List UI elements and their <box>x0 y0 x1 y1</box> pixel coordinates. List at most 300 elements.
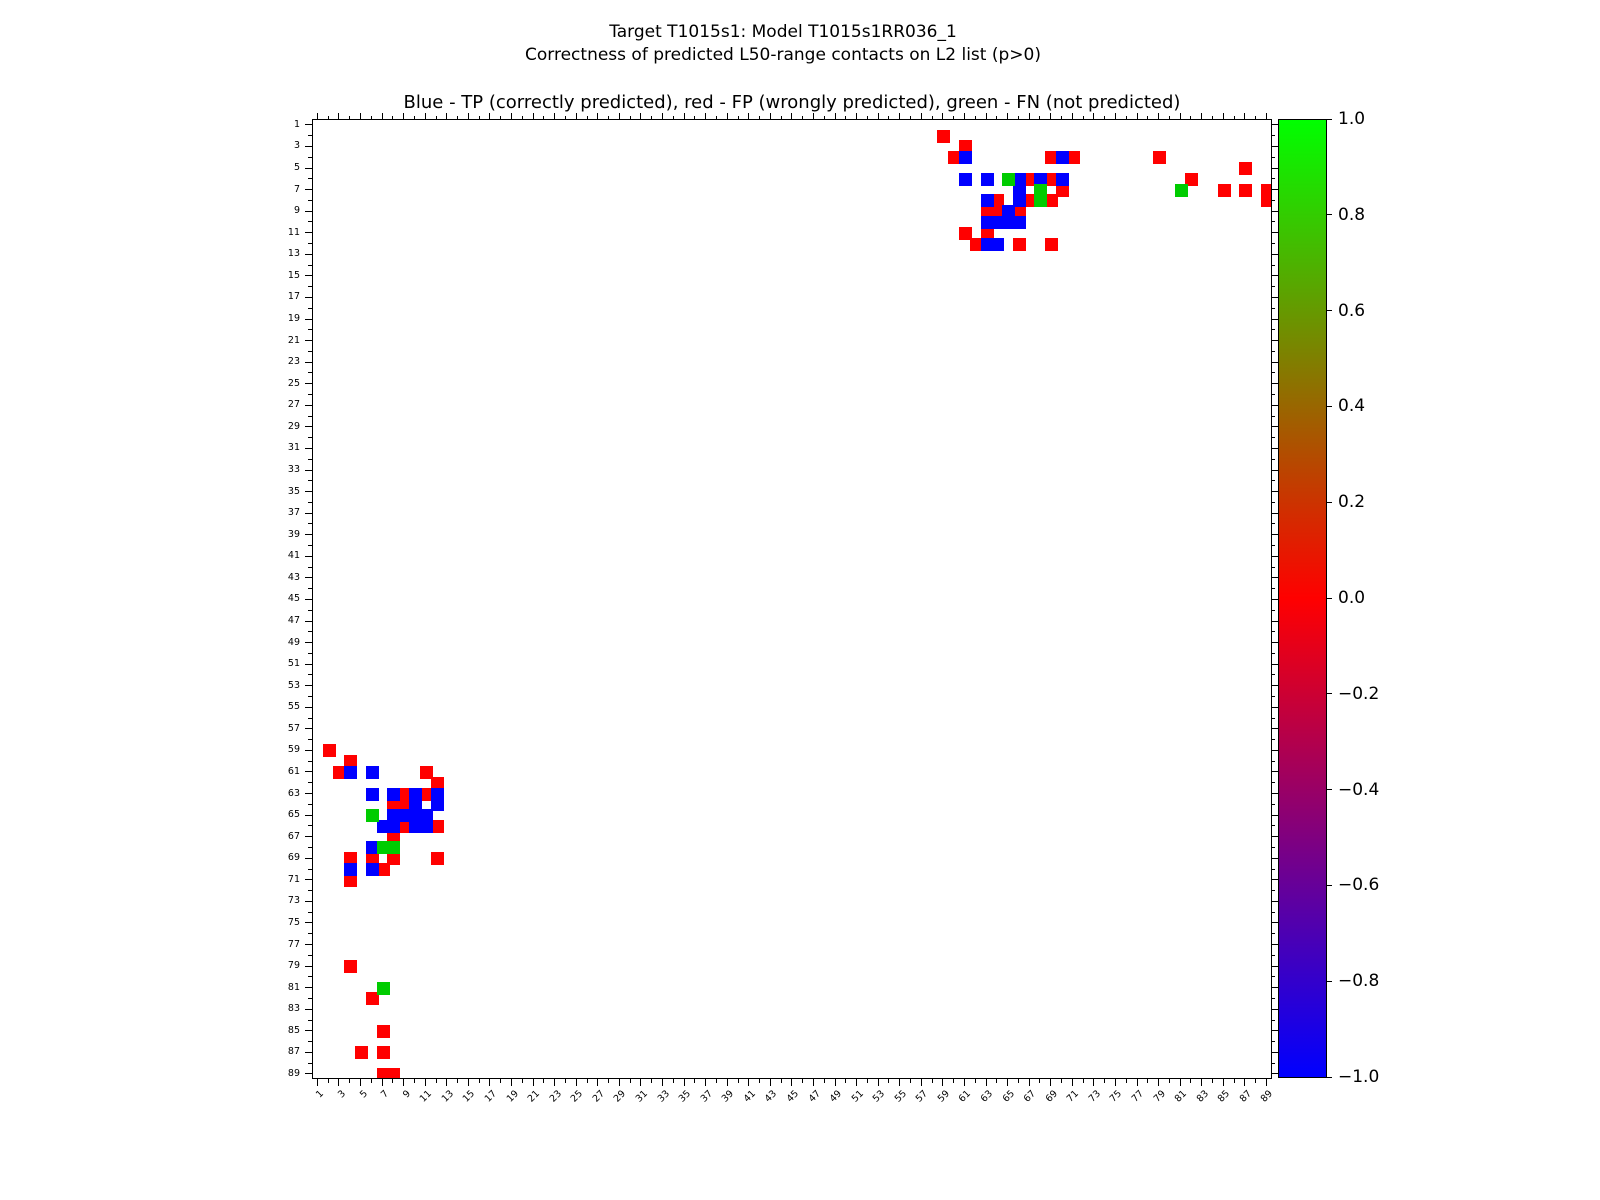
x-axis-tick <box>1266 1079 1267 1086</box>
x-axis-tick <box>856 1079 857 1086</box>
y-axis-tick-right <box>1272 653 1275 654</box>
x-axis-tick <box>1029 1079 1030 1086</box>
x-axis-tick-top <box>1104 116 1105 120</box>
y-tick-label: 37 <box>287 507 300 519</box>
y-axis-tick-right <box>1272 189 1278 190</box>
x-axis-tick <box>1201 1079 1202 1086</box>
y-tick-label: 47 <box>287 615 300 626</box>
contact-marker-tp <box>366 788 379 801</box>
y-axis-tick <box>305 1052 312 1053</box>
y-tick-label: 85 <box>287 1024 300 1036</box>
x-axis-tick <box>436 1079 437 1083</box>
x-axis-tick <box>845 1079 846 1083</box>
colorbar-tick-label: 0.2 <box>1338 492 1366 513</box>
y-tick-label: 41 <box>287 550 300 562</box>
y-axis-tick <box>305 922 312 923</box>
x-axis-tick-top <box>673 116 674 120</box>
x-tick-label: 11 <box>417 1088 435 1105</box>
x-axis-tick-top <box>1169 116 1170 120</box>
x-axis-tick <box>802 1079 803 1083</box>
x-axis-tick <box>1115 1079 1116 1086</box>
x-axis-tick-top <box>1223 113 1224 120</box>
x-tick-label: 21 <box>525 1088 543 1105</box>
y-axis-tick <box>308 955 312 956</box>
x-tick-label: 51 <box>849 1088 866 1105</box>
y-axis-tick-right <box>1272 631 1275 632</box>
y-axis-tick-right <box>1272 912 1275 913</box>
x-axis-tick-top <box>630 116 631 120</box>
x-axis-tick <box>457 1079 458 1083</box>
y-axis-tick <box>308 631 312 632</box>
x-axis-tick-top <box>835 113 836 120</box>
y-axis-tick-right <box>1272 739 1275 740</box>
y-axis-tick <box>308 782 312 783</box>
y-axis-tick <box>308 718 312 719</box>
y-axis-tick-right <box>1272 211 1278 212</box>
y-axis-tick <box>305 534 312 535</box>
y-tick-label: 75 <box>287 916 300 928</box>
y-axis-tick <box>305 707 312 708</box>
x-tick-label: 29 <box>612 1088 629 1105</box>
x-axis-tick-top <box>975 116 976 120</box>
y-axis-tick <box>308 825 312 826</box>
x-axis-tick <box>1050 1079 1051 1086</box>
y-axis-tick <box>305 599 312 600</box>
contact-marker-fp <box>387 1068 400 1079</box>
contact-marker-tp <box>991 238 1004 251</box>
y-tick-label: 9 <box>293 205 300 217</box>
y-axis-tick <box>305 189 312 190</box>
x-axis-tick <box>716 1079 717 1083</box>
y-axis-tick <box>308 502 312 503</box>
y-tick-label: 19 <box>287 313 300 325</box>
y-axis-tick-right <box>1272 394 1275 395</box>
y-tick-label: 1 <box>293 118 300 130</box>
y-axis-tick <box>305 901 312 902</box>
colorbar-tick-label: 0.8 <box>1338 204 1366 225</box>
x-axis-tick <box>597 1079 598 1086</box>
y-tick-label: 33 <box>287 464 300 475</box>
x-axis-tick <box>878 1079 879 1086</box>
y-axis-tick <box>305 577 312 578</box>
y-axis-tick-right <box>1272 922 1278 923</box>
contact-marker-fn <box>366 809 379 822</box>
y-axis-tick <box>308 416 312 417</box>
y-axis-tick-right <box>1272 664 1278 665</box>
y-axis-tick <box>308 567 312 568</box>
y-axis-tick-right <box>1272 491 1278 492</box>
x-tick-label: 85 <box>1216 1088 1233 1105</box>
y-tick-label: 83 <box>287 1003 300 1015</box>
y-axis-tick-right <box>1272 599 1278 600</box>
y-axis-tick-right <box>1272 987 1278 988</box>
x-axis-tick <box>382 1079 383 1086</box>
colorbar-tick <box>1327 406 1332 407</box>
y-axis-tick <box>308 265 312 266</box>
x-axis-tick <box>533 1079 534 1086</box>
x-axis-tick-top <box>662 113 663 120</box>
x-axis-tick <box>996 1079 997 1083</box>
x-axis-tick-top <box>964 113 965 120</box>
x-tick-label: 61 <box>957 1088 974 1105</box>
x-axis-tick-top <box>392 116 393 120</box>
y-axis-tick <box>308 847 312 848</box>
x-tick-label: 35 <box>676 1088 694 1105</box>
x-tick-label: 1 <box>314 1088 327 1101</box>
x-axis-tick <box>684 1079 685 1086</box>
x-axis-tick <box>738 1079 739 1083</box>
x-axis-tick-top <box>371 116 372 120</box>
x-axis-tick <box>1018 1079 1019 1083</box>
y-axis-tick <box>308 912 312 913</box>
y-axis-tick-right <box>1272 858 1278 859</box>
x-axis-tick <box>403 1079 404 1086</box>
x-axis-tick <box>479 1079 480 1083</box>
y-axis-tick-right <box>1272 879 1278 880</box>
x-axis-tick <box>489 1079 490 1086</box>
y-axis-tick-right <box>1272 588 1275 589</box>
x-axis-tick-top <box>1115 113 1116 120</box>
x-axis-tick <box>964 1079 965 1086</box>
y-axis-tick-right <box>1272 804 1275 805</box>
y-axis-tick <box>308 761 312 762</box>
x-tick-label: 37 <box>698 1088 715 1105</box>
x-axis-tick <box>425 1079 426 1086</box>
x-axis-tick <box>500 1079 501 1083</box>
colorbar-tick-label: 0.6 <box>1338 300 1366 321</box>
y-tick-label: 13 <box>287 248 300 260</box>
y-axis-tick <box>305 448 312 449</box>
x-tick-label: 57 <box>914 1088 931 1105</box>
y-axis-tick-right <box>1272 545 1275 546</box>
x-axis-tick-top <box>1072 113 1073 120</box>
y-axis-tick-right <box>1272 685 1278 686</box>
y-axis-tick-right <box>1272 1020 1275 1021</box>
y-axis-tick-right <box>1272 232 1278 233</box>
plot-area <box>312 119 1272 1079</box>
x-axis-tick <box>791 1079 792 1086</box>
x-axis-tick <box>1137 1079 1138 1086</box>
contact-marker-fp <box>344 960 357 973</box>
contact-marker-tp <box>344 863 357 876</box>
colorbar-tick <box>1327 789 1332 790</box>
x-axis-tick <box>1147 1079 1148 1083</box>
x-axis-tick-top <box>942 113 943 120</box>
x-axis-tick-top <box>468 113 469 120</box>
x-axis-tick-top <box>1018 116 1019 120</box>
y-tick-label: 43 <box>287 571 300 583</box>
x-tick-label: 79 <box>1151 1088 1168 1105</box>
y-axis-tick-right <box>1272 577 1278 578</box>
y-axis-tick-right <box>1272 610 1275 611</box>
y-axis-tick-right <box>1272 502 1275 503</box>
x-axis-tick-top <box>543 116 544 120</box>
x-axis-tick-top <box>457 116 458 120</box>
x-axis-tick <box>630 1079 631 1083</box>
y-axis-tick-right <box>1272 200 1275 201</box>
y-axis-tick-right <box>1272 707 1278 708</box>
x-axis-tick <box>1007 1079 1008 1086</box>
x-axis-tick <box>360 1079 361 1086</box>
y-axis-tick <box>305 319 312 320</box>
colorbar-tick <box>1327 214 1332 215</box>
colorbar-tick-label: 0.0 <box>1338 588 1366 608</box>
x-axis-tick-top <box>360 113 361 120</box>
x-axis-tick-top <box>500 116 501 120</box>
y-tick-label: 63 <box>287 787 300 799</box>
y-axis-tick <box>305 815 312 816</box>
y-axis-tick-right <box>1272 178 1275 179</box>
x-axis-tick <box>1212 1079 1213 1083</box>
y-axis-tick-right <box>1272 901 1278 902</box>
y-axis-tick <box>305 728 312 729</box>
y-axis-tick-right <box>1272 750 1278 751</box>
y-axis-tick <box>305 1073 312 1074</box>
x-axis-tick-top <box>1180 113 1181 120</box>
y-axis-tick <box>308 869 312 870</box>
x-axis-tick-top <box>425 113 426 120</box>
y-axis-tick <box>308 739 312 740</box>
x-axis-tick-top <box>791 113 792 120</box>
y-axis-tick-right <box>1272 534 1278 535</box>
y-axis-tick <box>305 254 312 255</box>
contact-marker-tp <box>1056 173 1069 186</box>
x-axis-tick-top <box>1255 116 1256 120</box>
y-axis-tick-right <box>1272 168 1278 169</box>
y-axis-tick-right <box>1272 674 1275 675</box>
y-axis-tick <box>305 275 312 276</box>
x-tick-label: 9 <box>400 1088 413 1101</box>
y-tick-label: 5 <box>293 162 300 174</box>
contact-marker-fp <box>1239 184 1252 197</box>
x-axis-tick-top <box>1039 116 1040 120</box>
y-axis-tick-right <box>1272 329 1275 330</box>
y-axis-tick-right <box>1272 146 1278 147</box>
x-tick-label: 77 <box>1129 1088 1147 1105</box>
x-tick-label: 71 <box>1065 1088 1082 1105</box>
y-tick-label: 89 <box>287 1067 300 1079</box>
y-axis-tick-right <box>1272 976 1275 977</box>
x-axis-tick <box>673 1079 674 1083</box>
x-axis-tick-top <box>770 113 771 120</box>
y-tick-label: 49 <box>287 636 300 648</box>
y-axis-tick-right <box>1272 998 1275 999</box>
x-tick-label: 55 <box>892 1088 909 1105</box>
x-axis-tick-top <box>1244 113 1245 120</box>
y-axis-tick <box>308 1041 312 1042</box>
x-axis-tick <box>813 1079 814 1086</box>
y-axis-tick <box>305 232 312 233</box>
y-axis-tick-right <box>1272 815 1278 816</box>
y-axis-tick <box>305 771 312 772</box>
x-axis-tick <box>651 1079 652 1083</box>
x-axis-tick-top <box>338 113 339 120</box>
x-tick-label: 69 <box>1043 1088 1060 1105</box>
y-axis-tick-right <box>1272 448 1278 449</box>
y-axis-tick-right <box>1272 319 1278 320</box>
y-axis-tick <box>305 793 312 794</box>
x-axis-tick-top <box>759 116 760 120</box>
contact-marker-fp <box>937 130 950 143</box>
x-axis-tick-top <box>1147 116 1148 120</box>
x-tick-label: 63 <box>978 1088 996 1105</box>
y-tick-label: 61 <box>287 765 300 777</box>
x-axis-tick-top <box>813 113 814 120</box>
contact-marker-tp <box>1056 151 1069 164</box>
contact-marker-tp <box>366 766 379 779</box>
x-axis-tick <box>824 1079 825 1083</box>
x-axis-tick-top <box>597 113 598 120</box>
y-tick-label: 3 <box>293 140 300 152</box>
y-tick-label: 35 <box>287 485 300 497</box>
x-axis-tick-top <box>802 116 803 120</box>
y-axis-tick <box>308 157 312 158</box>
y-axis-tick <box>308 696 312 697</box>
x-axis-tick-top <box>608 116 609 120</box>
y-axis-tick <box>305 362 312 363</box>
y-tick-label: 31 <box>287 442 300 454</box>
colorbar-tick <box>1327 1077 1332 1078</box>
x-axis-tick-top <box>1190 116 1191 120</box>
x-axis-tick-top <box>576 113 577 120</box>
y-axis-tick <box>305 124 312 125</box>
y-axis-tick-right <box>1272 513 1278 514</box>
colorbar-tick <box>1327 310 1332 311</box>
figure-suptitle-line2: Correctness of predicted L50-range contacts on L2 list (p>0) <box>525 45 1041 65</box>
colorbar-tick <box>1327 119 1332 120</box>
x-axis-tick-top <box>479 116 480 120</box>
x-axis-tick <box>338 1079 339 1086</box>
y-axis-tick-right <box>1272 761 1275 762</box>
contact-marker-fn <box>1034 194 1047 207</box>
colorbar-tick-label: −1.0 <box>1338 1067 1380 1087</box>
y-axis-tick-right <box>1272 243 1275 244</box>
x-axis-tick-top <box>1029 113 1030 120</box>
y-axis-tick <box>308 308 312 309</box>
y-axis-tick-right <box>1272 728 1278 729</box>
x-axis-tick <box>694 1079 695 1083</box>
x-axis-tick <box>975 1079 976 1083</box>
x-axis-tick <box>770 1079 771 1086</box>
x-axis-tick-top <box>436 116 437 120</box>
y-axis-tick-right <box>1272 157 1275 158</box>
contact-marker-fp <box>1239 162 1252 175</box>
y-axis-tick-right <box>1272 642 1278 643</box>
y-axis-tick <box>305 383 312 384</box>
contact-marker-fp <box>355 1046 368 1059</box>
x-axis-tick <box>1223 1079 1224 1086</box>
x-axis-tick <box>1169 1079 1170 1083</box>
y-axis-tick-right <box>1272 1063 1275 1064</box>
x-axis-tick <box>522 1079 523 1083</box>
y-axis-tick <box>305 966 312 967</box>
y-tick-label: 25 <box>287 377 300 389</box>
y-axis-tick-right <box>1272 340 1278 341</box>
x-axis-tick <box>328 1079 329 1083</box>
y-tick-label: 67 <box>287 830 300 842</box>
y-axis-tick <box>305 340 312 341</box>
y-axis-tick <box>305 426 312 427</box>
y-axis-tick-right <box>1272 221 1275 222</box>
y-axis-tick <box>308 1063 312 1064</box>
x-axis-tick-top <box>1234 116 1235 120</box>
y-axis-tick-right <box>1272 718 1275 719</box>
x-tick-label: 89 <box>1259 1088 1276 1105</box>
contact-marker-fp <box>1153 151 1166 164</box>
y-tick-label: 53 <box>287 679 300 691</box>
y-axis-tick <box>305 944 312 945</box>
x-axis-tick <box>587 1079 588 1083</box>
x-axis-tick <box>867 1079 868 1083</box>
y-axis-tick-right <box>1272 1030 1278 1031</box>
y-axis-tick <box>305 1009 312 1010</box>
x-axis-tick <box>446 1079 447 1086</box>
y-axis-tick-right <box>1272 459 1275 460</box>
x-axis-tick-top <box>996 116 997 120</box>
y-axis-tick <box>305 556 312 557</box>
x-axis-tick-top <box>446 113 447 120</box>
y-axis-tick-right <box>1272 383 1278 384</box>
colorbar-tick-label: 1.0 <box>1338 109 1366 129</box>
x-axis-tick <box>662 1079 663 1086</box>
x-axis-tick-top <box>640 113 641 120</box>
x-tick-label: 81 <box>1172 1088 1190 1105</box>
figure-suptitle-line1: Target T1015s1: Model T1015s1RR036_1 <box>609 22 957 42</box>
x-axis-tick-top <box>403 113 404 120</box>
x-axis-tick-top <box>856 113 857 120</box>
y-axis-tick-right <box>1272 782 1275 783</box>
x-axis-tick-top <box>694 116 695 120</box>
y-axis-tick <box>308 329 312 330</box>
contact-marker-tp <box>387 820 400 833</box>
x-axis-tick <box>888 1079 889 1083</box>
x-axis-tick-top <box>1050 113 1051 120</box>
x-axis-tick-top <box>1201 113 1202 120</box>
y-tick-label: 57 <box>287 722 300 734</box>
x-axis-tick-top <box>1266 113 1267 120</box>
x-axis-tick <box>1158 1079 1159 1086</box>
y-axis-tick-right <box>1272 1041 1275 1042</box>
colorbar-tick <box>1327 598 1332 599</box>
x-axis-tick <box>543 1079 544 1083</box>
contact-marker-tp <box>959 151 972 164</box>
y-tick-label: 71 <box>287 873 300 885</box>
y-axis-tick <box>308 459 312 460</box>
y-axis-tick-right <box>1272 523 1275 524</box>
x-axis-tick <box>932 1079 933 1083</box>
contact-marker-fp <box>1045 238 1058 251</box>
y-axis-tick-right <box>1272 135 1275 136</box>
y-axis-tick-right <box>1272 869 1275 870</box>
x-axis-tick <box>910 1079 911 1083</box>
x-axis-tick <box>640 1079 641 1086</box>
x-axis-tick <box>468 1079 469 1086</box>
x-axis-tick-top <box>921 113 922 120</box>
x-tick-label: 19 <box>504 1088 521 1105</box>
colorbar-tick <box>1327 693 1332 694</box>
y-axis-tick-right <box>1272 771 1278 772</box>
x-axis-tick-top <box>738 116 739 120</box>
x-axis-tick-top <box>899 113 900 120</box>
x-tick-label: 65 <box>1000 1088 1017 1105</box>
x-axis-tick-top <box>1093 113 1094 120</box>
y-axis-tick-right <box>1272 966 1278 967</box>
x-axis-tick <box>899 1079 900 1086</box>
x-axis-tick-top <box>511 113 512 120</box>
contact-marker-fp <box>1013 238 1026 251</box>
y-tick-label: 73 <box>287 895 300 907</box>
x-axis-tick-top <box>867 116 868 120</box>
